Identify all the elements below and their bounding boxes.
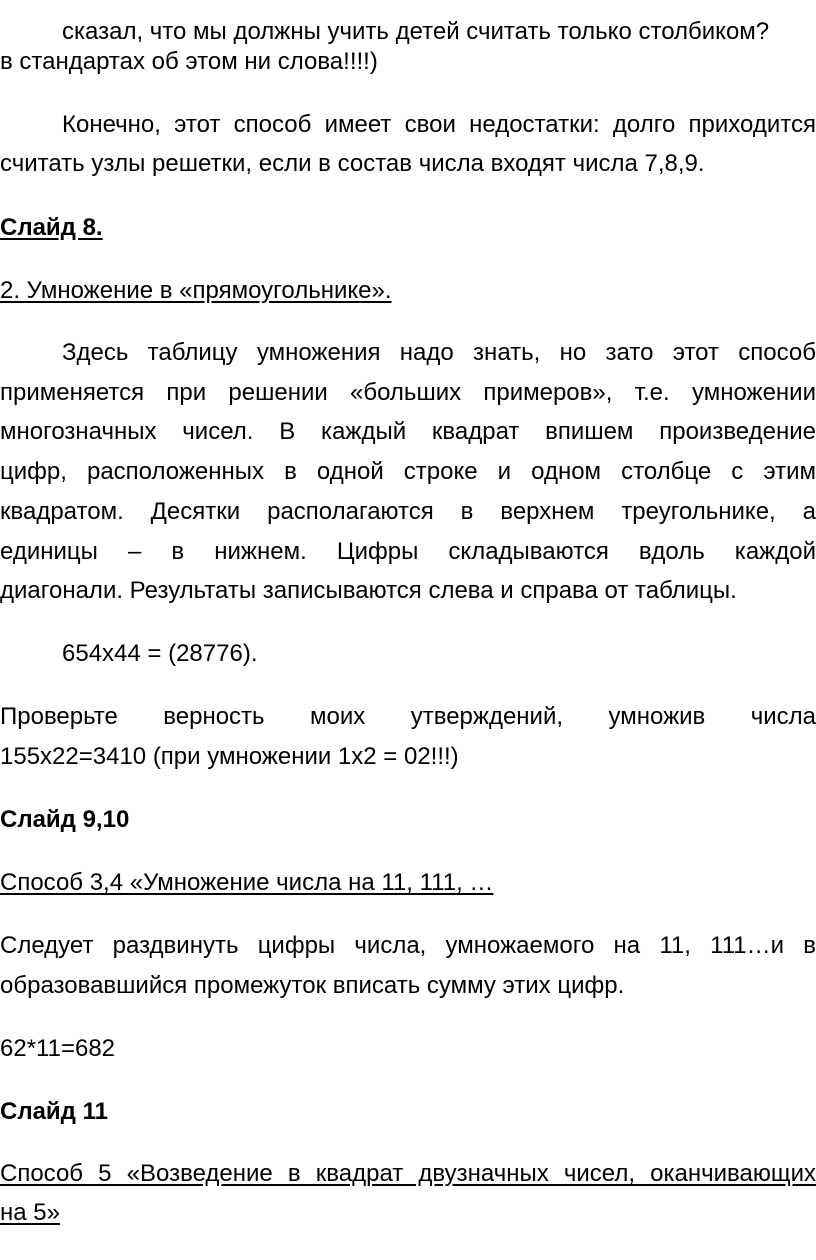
paragraph-1-line-1: сказал, что мы должны учить детей считать только столбиком? xyxy=(62,18,770,45)
paragraph-3-line-7: диагонали. Результаты записываются слева и справа от таблицы. xyxy=(0,577,737,604)
paragraph-4-line-1: Проверьте верность моих утверждений, умножив числа xyxy=(0,703,816,730)
slide-9-10-label: Слайд 9,10 xyxy=(0,806,130,833)
paragraph-1-line-2: в стандартах об этом ни слова!!!!) xyxy=(0,48,378,75)
paragraph-3-line-5: квадратом. Десятки располагаются в верхнем треугольнике, а xyxy=(0,498,816,525)
paragraph-3-line-2: применяется при решении «больших примеров», т.е. умножении xyxy=(0,379,816,406)
paragraph-4-line-2: 155х22=3410 (при умножении 1х2 = 02!!!) xyxy=(0,743,459,770)
example-62x11: 62*11=682 xyxy=(0,1035,116,1062)
method-5-heading-line-2: на 5» xyxy=(0,1199,60,1226)
slide-8-label: Слайд 8. xyxy=(0,214,103,241)
method-2-heading: 2. Умножение в «прямоугольнике». xyxy=(0,277,392,304)
paragraph-5-line-1: Следует раздвинуть цифры числа, умножаемого на 11, 111…и в xyxy=(0,932,816,959)
paragraph-5-line-2: образовавшийся промежуток вписать сумму этих цифр. xyxy=(0,972,625,999)
paragraph-2-line-2: считать узлы решетки, если в состав числа входят числа 7,8,9. xyxy=(0,150,705,177)
slide-11-label: Слайд 11 xyxy=(0,1098,108,1125)
paragraph-3-line-1: Здесь таблицу умножения надо знать, но зато этот способ xyxy=(62,339,816,366)
example-654x44: 654х44 = (28776). xyxy=(62,640,258,667)
paragraph-3-line-6: единицы – в нижнем. Цифры складываются вдоль каждой xyxy=(0,538,816,565)
method-5-heading-line-1: Способ 5 «Возведение в квадрат двузначных чисел, оканчивающих xyxy=(0,1160,816,1187)
paragraph-3-line-4: цифр, расположенных в одной строке и одном столбце с этим xyxy=(0,458,816,485)
method-3-4-heading: Способ 3,4 «Умножение числа на 11, 111, … xyxy=(0,869,494,896)
paragraph-2-line-1: Конечно, этот способ имеет свои недостатки: долго приходится xyxy=(62,111,816,138)
paragraph-3-line-3: многозначных чисел. В каждый квадрат впишем произведение xyxy=(0,418,816,445)
